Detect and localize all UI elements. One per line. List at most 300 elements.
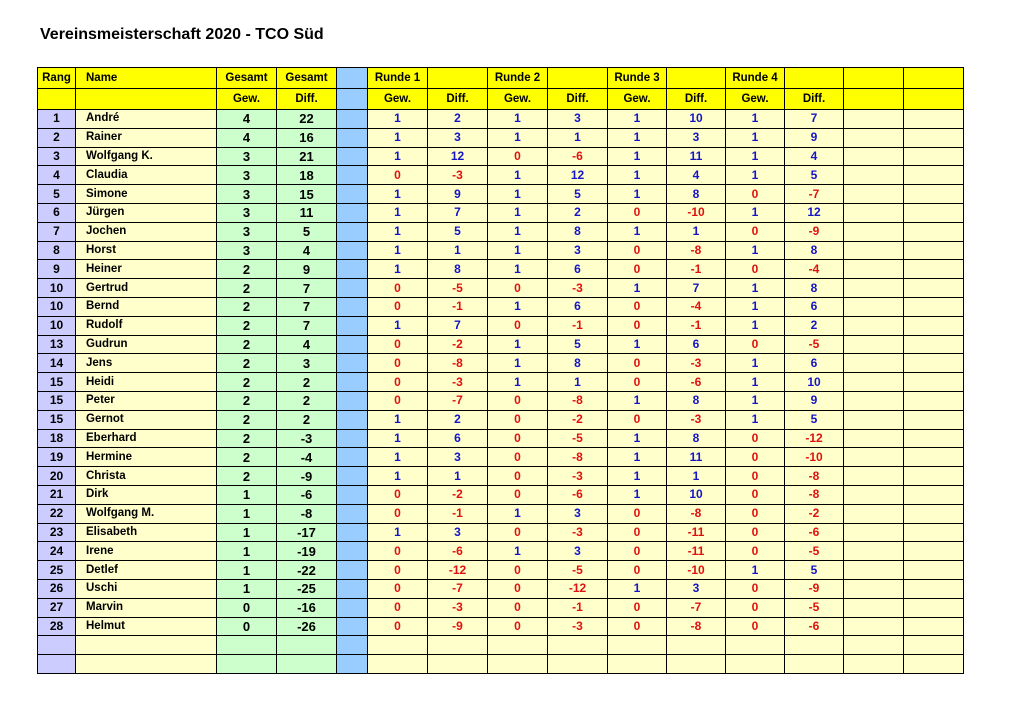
empty-cell	[904, 410, 964, 429]
round-1-diff-cell: 2	[428, 410, 488, 429]
table-row	[38, 617, 964, 636]
round-4-gew-cell: 0	[726, 542, 785, 561]
round-4-diff-cell: 12	[785, 203, 844, 222]
empty-cell	[844, 542, 904, 561]
round-3-gew-cell: 0	[608, 260, 667, 279]
round-1-diff-cell: -5	[428, 279, 488, 298]
round-4-diff-cell: -5	[785, 335, 844, 354]
total-gew-cell: 1	[217, 523, 277, 542]
header-blank	[844, 68, 904, 89]
round-3-gew-cell: 1	[608, 485, 667, 504]
round-3-diff-cell: 3	[667, 128, 726, 147]
round-1-diff-cell: 6	[428, 429, 488, 448]
round-3-gew-cell: 1	[608, 166, 667, 185]
name-cell: Simone	[76, 185, 217, 204]
header-rang: Rang	[38, 68, 76, 89]
round-2-diff-cell: -6	[548, 485, 608, 504]
rank-cell: 18	[38, 429, 76, 448]
round-4-gew-cell: 1	[726, 410, 785, 429]
round-3-gew-cell: 1	[608, 467, 667, 486]
round-3-gew-cell: 0	[608, 316, 667, 335]
empty-cell	[844, 579, 904, 598]
rank-cell: 4	[38, 166, 76, 185]
total-diff-cell	[277, 655, 337, 674]
round-2-diff-cell: 2	[548, 203, 608, 222]
total-gew-cell: 2	[217, 448, 277, 467]
name-cell: Christa	[76, 467, 217, 486]
rank-cell: 26	[38, 579, 76, 598]
round-2-diff-cell: 5	[548, 335, 608, 354]
total-gew-cell: 2	[217, 429, 277, 448]
round-3-diff-cell: -8	[667, 504, 726, 523]
empty-cell	[844, 241, 904, 260]
round-1-diff-cell: 2	[428, 110, 488, 129]
header-gesamt-diff: Gesamt	[277, 68, 337, 89]
round-3-diff-cell: -3	[667, 410, 726, 429]
rank-cell: 7	[38, 222, 76, 241]
table-header	[38, 68, 964, 110]
empty-cell	[844, 279, 904, 298]
round-4-diff-cell: -12	[785, 429, 844, 448]
name-cell: Wolfgang M.	[76, 504, 217, 523]
round-2-gew-cell: 0	[488, 523, 548, 542]
round-3-gew-cell: 1	[608, 391, 667, 410]
round-1-gew-cell: 1	[368, 203, 428, 222]
round-2-diff-cell: -6	[548, 147, 608, 166]
round-3-diff-cell: -1	[667, 316, 726, 335]
round-2-diff-cell: 8	[548, 354, 608, 373]
total-diff-cell: 2	[277, 410, 337, 429]
total-diff-cell: 4	[277, 241, 337, 260]
round-1-gew-cell: 1	[368, 110, 428, 129]
separator-column	[337, 561, 368, 580]
round-1-diff-cell: 3	[428, 523, 488, 542]
round-1-gew-cell: 1	[368, 523, 428, 542]
round-4-diff-cell: 5	[785, 166, 844, 185]
name-cell: Heidi	[76, 373, 217, 392]
round-1-diff-cell: -3	[428, 598, 488, 617]
total-diff-cell: 3	[277, 354, 337, 373]
empty-cell	[904, 636, 964, 655]
total-diff-cell: -16	[277, 598, 337, 617]
table-row	[38, 579, 964, 598]
total-gew-cell: 2	[217, 354, 277, 373]
empty-cell	[548, 655, 608, 674]
round-4-diff-cell: 5	[785, 561, 844, 580]
rank-cell: 10	[38, 316, 76, 335]
empty-cell	[844, 147, 904, 166]
round-3-diff-cell: 1	[667, 222, 726, 241]
empty-cell	[844, 185, 904, 204]
rank-cell: 5	[38, 185, 76, 204]
round-1-gew-cell: 0	[368, 166, 428, 185]
round-4-diff-cell: 5	[785, 410, 844, 429]
separator-column	[337, 354, 368, 373]
name-cell: Gertrud	[76, 279, 217, 298]
round-4-diff-cell: -10	[785, 448, 844, 467]
round-1-gew-cell: 0	[368, 617, 428, 636]
empty-cell	[428, 655, 488, 674]
table-row	[38, 241, 964, 260]
separator-column	[337, 467, 368, 486]
total-gew-cell: 2	[217, 297, 277, 316]
round-4-gew-cell: 0	[726, 504, 785, 523]
round-4-gew-cell: 1	[726, 110, 785, 129]
round-2-gew-cell: 1	[488, 203, 548, 222]
table-body	[38, 110, 964, 674]
table-row	[38, 147, 964, 166]
empty-cell	[904, 279, 964, 298]
round-4-diff-cell: 9	[785, 391, 844, 410]
separator-column	[337, 429, 368, 448]
round-1-gew-cell: 1	[368, 241, 428, 260]
rank-cell: 10	[38, 279, 76, 298]
round-2-diff-cell: 3	[548, 542, 608, 561]
empty-cell	[844, 203, 904, 222]
round-4-diff-cell: -6	[785, 617, 844, 636]
round-1-gew-cell: 0	[368, 579, 428, 598]
table-row	[38, 523, 964, 542]
name-cell: Marvin	[76, 598, 217, 617]
table-row	[38, 316, 964, 335]
round-4-diff-cell: 6	[785, 297, 844, 316]
round-4-gew-cell: 1	[726, 166, 785, 185]
round-4-gew-cell: 1	[726, 147, 785, 166]
round-1-diff-cell: 3	[428, 448, 488, 467]
separator-column	[337, 391, 368, 410]
empty-row	[38, 636, 964, 655]
separator-column	[337, 617, 368, 636]
total-diff-cell: 9	[277, 260, 337, 279]
round-3-gew-cell: 1	[608, 147, 667, 166]
round-2-gew-cell: 1	[488, 335, 548, 354]
name-cell: Dirk	[76, 485, 217, 504]
table-row	[38, 448, 964, 467]
empty-cell	[904, 373, 964, 392]
total-gew-cell: 2	[217, 335, 277, 354]
rank-cell: 15	[38, 373, 76, 392]
separator-column	[337, 410, 368, 429]
separator-column	[337, 448, 368, 467]
round-3-gew-cell: 0	[608, 523, 667, 542]
table-row	[38, 429, 964, 448]
name-cell: Rainer	[76, 128, 217, 147]
round-3-gew-cell: 0	[608, 617, 667, 636]
separator-column	[337, 185, 368, 204]
total-gew-cell: 1	[217, 485, 277, 504]
table-row	[38, 279, 964, 298]
round-1-gew-cell: 0	[368, 598, 428, 617]
rank-cell: 1	[38, 110, 76, 129]
table-row	[38, 561, 964, 580]
total-diff-cell: 16	[277, 128, 337, 147]
header-diff: Diff.	[667, 89, 726, 110]
round-4-gew-cell: 1	[726, 316, 785, 335]
round-3-diff-cell: 1	[667, 467, 726, 486]
round-2-diff-cell: -5	[548, 429, 608, 448]
round-2-gew-cell: 0	[488, 448, 548, 467]
round-1-gew-cell: 1	[368, 185, 428, 204]
round-3-diff-cell: -7	[667, 598, 726, 617]
table-row	[38, 297, 964, 316]
rank-cell: 25	[38, 561, 76, 580]
round-3-gew-cell: 0	[608, 241, 667, 260]
round-4-gew-cell: 0	[726, 467, 785, 486]
round-4-diff-cell: -8	[785, 467, 844, 486]
rank-cell: 19	[38, 448, 76, 467]
round-3-gew-cell: 0	[608, 598, 667, 617]
round-2-diff-cell: -8	[548, 391, 608, 410]
total-gew-cell: 3	[217, 203, 277, 222]
round-1-gew-cell: 0	[368, 279, 428, 298]
empty-cell	[844, 561, 904, 580]
empty-cell	[904, 185, 964, 204]
table-row	[38, 410, 964, 429]
round-3-gew-cell: 0	[608, 373, 667, 392]
round-4-diff-cell: -7	[785, 185, 844, 204]
separator-column	[337, 279, 368, 298]
header-blank	[904, 68, 964, 89]
round-4-diff-cell: -9	[785, 222, 844, 241]
round-3-diff-cell: 10	[667, 110, 726, 129]
total-diff-cell: -6	[277, 485, 337, 504]
empty-cell	[904, 110, 964, 129]
total-diff-cell: 2	[277, 373, 337, 392]
rank-cell: 8	[38, 241, 76, 260]
table-row	[38, 504, 964, 523]
round-4-diff-cell: 8	[785, 241, 844, 260]
round-3-gew-cell: 0	[608, 542, 667, 561]
total-diff-cell: 22	[277, 110, 337, 129]
header-blank	[38, 89, 76, 110]
rank-cell: 15	[38, 391, 76, 410]
round-3-diff-cell: -6	[667, 373, 726, 392]
round-4-gew-cell: 0	[726, 598, 785, 617]
table-row	[38, 185, 964, 204]
empty-cell	[904, 429, 964, 448]
round-1-gew-cell: 0	[368, 297, 428, 316]
round-1-diff-cell: -1	[428, 504, 488, 523]
rank-cell	[38, 636, 76, 655]
separator-column	[337, 598, 368, 617]
round-1-gew-cell: 1	[368, 410, 428, 429]
total-gew-cell: 4	[217, 128, 277, 147]
total-gew-cell: 1	[217, 561, 277, 580]
header-diff: Diff.	[277, 89, 337, 110]
header-name: Name	[76, 68, 217, 89]
round-2-diff-cell: -5	[548, 561, 608, 580]
name-cell: Gudrun	[76, 335, 217, 354]
name-cell: Helmut	[76, 617, 217, 636]
separator-column	[337, 203, 368, 222]
round-2-gew-cell: 0	[488, 279, 548, 298]
round-4-gew-cell: 1	[726, 297, 785, 316]
empty-cell	[844, 598, 904, 617]
empty-cell	[844, 373, 904, 392]
total-gew-cell	[217, 636, 277, 655]
round-2-gew-cell: 0	[488, 579, 548, 598]
round-2-gew-cell: 1	[488, 110, 548, 129]
separator-column	[337, 89, 368, 110]
empty-cell	[785, 636, 844, 655]
empty-cell	[667, 636, 726, 655]
name-cell: Irene	[76, 542, 217, 561]
total-gew-cell: 0	[217, 617, 277, 636]
round-1-diff-cell: -12	[428, 561, 488, 580]
separator-column	[337, 636, 368, 655]
total-diff-cell: -25	[277, 579, 337, 598]
round-3-diff-cell: -11	[667, 542, 726, 561]
round-1-diff-cell: 1	[428, 467, 488, 486]
table-row	[38, 485, 964, 504]
header-blank	[76, 89, 217, 110]
round-1-gew-cell: 1	[368, 467, 428, 486]
round-2-gew-cell: 1	[488, 128, 548, 147]
round-1-diff-cell: -8	[428, 354, 488, 373]
table-row	[38, 467, 964, 486]
round-2-diff-cell: -3	[548, 523, 608, 542]
rank-cell: 3	[38, 147, 76, 166]
round-1-diff-cell: 3	[428, 128, 488, 147]
total-diff-cell: 21	[277, 147, 337, 166]
round-3-gew-cell: 0	[608, 561, 667, 580]
round-1-diff-cell: -9	[428, 617, 488, 636]
round-3-diff-cell: 10	[667, 485, 726, 504]
round-2-diff-cell: 6	[548, 297, 608, 316]
empty-cell	[844, 410, 904, 429]
round-2-diff-cell: 6	[548, 260, 608, 279]
round-1-gew-cell: 1	[368, 448, 428, 467]
header-gew: Gew.	[368, 89, 428, 110]
round-4-gew-cell: 1	[726, 241, 785, 260]
round-1-diff-cell: 8	[428, 260, 488, 279]
round-4-gew-cell: 0	[726, 448, 785, 467]
round-1-diff-cell: -2	[428, 335, 488, 354]
total-gew-cell: 2	[217, 410, 277, 429]
total-diff-cell: 2	[277, 391, 337, 410]
round-3-diff-cell: 8	[667, 429, 726, 448]
total-diff-cell: -9	[277, 467, 337, 486]
empty-row	[38, 655, 964, 674]
round-2-gew-cell: 0	[488, 147, 548, 166]
table-row	[38, 391, 964, 410]
rank-cell: 28	[38, 617, 76, 636]
table-row	[38, 166, 964, 185]
round-1-gew-cell: 0	[368, 504, 428, 523]
empty-cell	[488, 636, 548, 655]
empty-cell	[844, 128, 904, 147]
round-4-diff-cell: -5	[785, 542, 844, 561]
empty-cell	[844, 523, 904, 542]
round-2-gew-cell: 1	[488, 373, 548, 392]
round-3-gew-cell: 1	[608, 185, 667, 204]
header-gew: Gew.	[217, 89, 277, 110]
empty-cell	[428, 636, 488, 655]
round-2-gew-cell: 1	[488, 542, 548, 561]
total-diff-cell: -3	[277, 429, 337, 448]
table-row	[38, 598, 964, 617]
empty-cell	[608, 655, 667, 674]
round-2-diff-cell: -12	[548, 579, 608, 598]
empty-cell	[904, 354, 964, 373]
round-4-gew-cell: 0	[726, 485, 785, 504]
round-4-gew-cell: 0	[726, 523, 785, 542]
rank-cell: 27	[38, 598, 76, 617]
empty-cell	[844, 485, 904, 504]
round-3-diff-cell: 8	[667, 185, 726, 204]
separator-column	[337, 485, 368, 504]
header-gesamt-gew: Gesamt	[217, 68, 277, 89]
round-2-gew-cell: 1	[488, 354, 548, 373]
rank-cell: 13	[38, 335, 76, 354]
round-1-diff-cell: -3	[428, 373, 488, 392]
round-3-diff-cell: -3	[667, 354, 726, 373]
header-blank	[548, 68, 608, 89]
total-gew-cell: 2	[217, 467, 277, 486]
empty-cell	[844, 636, 904, 655]
separator-column	[337, 504, 368, 523]
empty-cell	[844, 166, 904, 185]
separator-column	[337, 260, 368, 279]
total-diff-cell: -17	[277, 523, 337, 542]
header-blank	[904, 89, 964, 110]
round-1-diff-cell: -7	[428, 391, 488, 410]
rank-cell: 20	[38, 467, 76, 486]
round-1-diff-cell: 7	[428, 316, 488, 335]
empty-cell	[844, 391, 904, 410]
total-gew-cell: 2	[217, 279, 277, 298]
header-round-2: Runde 2	[488, 68, 548, 89]
total-diff-cell: -8	[277, 504, 337, 523]
header-diff: Diff.	[428, 89, 488, 110]
empty-cell	[904, 203, 964, 222]
round-4-diff-cell: 10	[785, 373, 844, 392]
empty-cell	[904, 297, 964, 316]
separator-column	[337, 316, 368, 335]
round-3-diff-cell: 7	[667, 279, 726, 298]
rank-cell: 9	[38, 260, 76, 279]
empty-cell	[844, 504, 904, 523]
round-1-gew-cell: 0	[368, 542, 428, 561]
separator-column	[337, 147, 368, 166]
total-diff-cell: 5	[277, 222, 337, 241]
round-4-diff-cell: 8	[785, 279, 844, 298]
total-gew-cell: 0	[217, 598, 277, 617]
round-3-gew-cell: 1	[608, 429, 667, 448]
name-cell: Rudolf	[76, 316, 217, 335]
empty-cell	[904, 504, 964, 523]
empty-cell	[844, 448, 904, 467]
name-cell: Claudia	[76, 166, 217, 185]
name-cell: Jens	[76, 354, 217, 373]
total-diff-cell: -22	[277, 561, 337, 580]
total-gew-cell: 3	[217, 147, 277, 166]
empty-cell	[904, 542, 964, 561]
separator-column	[337, 222, 368, 241]
rank-cell: 2	[38, 128, 76, 147]
name-cell: Bernd	[76, 297, 217, 316]
rank-cell: 24	[38, 542, 76, 561]
header-round-1: Runde 1	[368, 68, 428, 89]
empty-cell	[904, 335, 964, 354]
table-row	[38, 222, 964, 241]
round-4-gew-cell: 0	[726, 429, 785, 448]
round-3-diff-cell: -10	[667, 203, 726, 222]
empty-cell	[904, 222, 964, 241]
total-gew-cell: 2	[217, 316, 277, 335]
round-2-gew-cell: 1	[488, 504, 548, 523]
header-blank	[428, 68, 488, 89]
